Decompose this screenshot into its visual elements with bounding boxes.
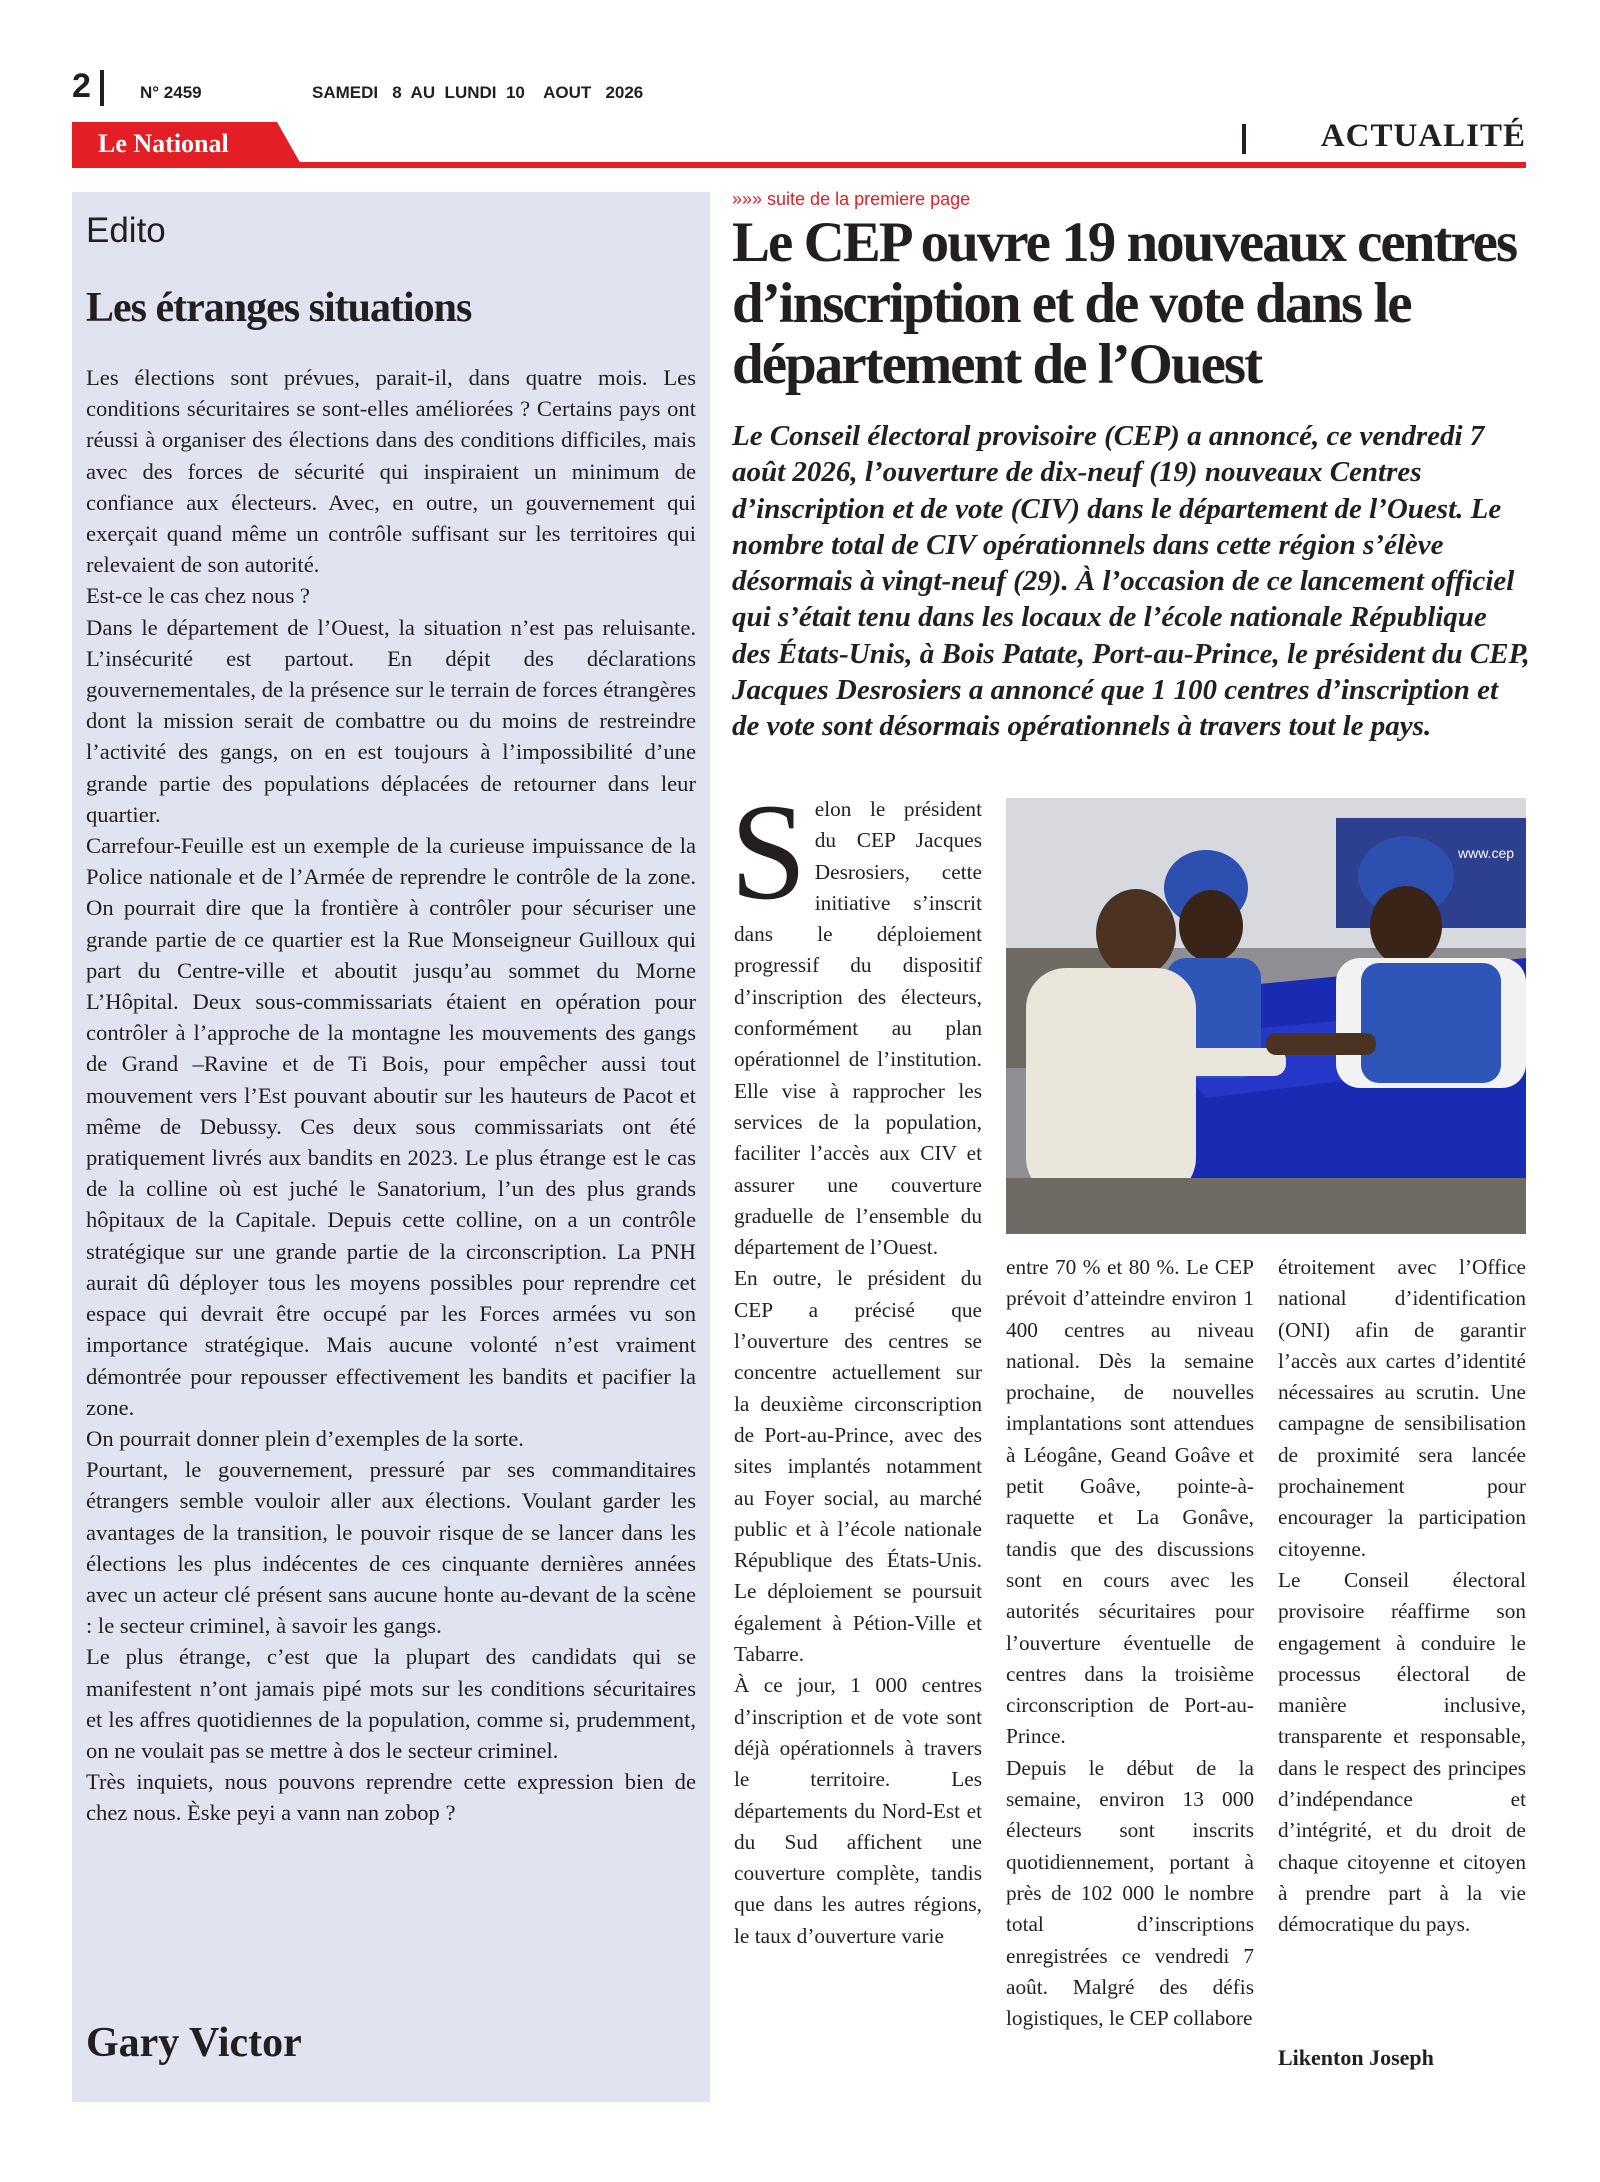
edito-paragraph: Les élections sont prévues, parait-il, dans quatre mois. Les conditions sécuritaires se sont-elles améliorées ? Certains pays ont réussi à organiser des élections dans des conditions difficiles, mais avec des forces de sécurité qui inspiraient un minimum de confiance aux électeurs. Avec, en outre, un gouvernement qui exerçait quand même un contrôle suffisant sur les territoires qui relevaient de son autorité. <box>86 365 696 578</box>
article-photo <box>1006 798 1526 1234</box>
issue-date: SAMEDI 8 AU LUNDI 10 AOUT 2026 <box>312 83 644 102</box>
article-column-3 <box>1278 1252 1526 1941</box>
drop-cap: S <box>730 775 807 928</box>
article-headline: Le CEP ouvre 19 nouveaux centres d’inscription et de vote dans le département de l’Ouest <box>732 211 1517 396</box>
first-paragraph-text: elon le président du CEP Jacques Desrosiers, cette initiative s’inscrit dans le déploiement progressif du dispositif d’inscription des électeurs, conformément au plan opérationnel de l’institution. Elle vise à rapprocher les services de la population, faciliter l’accès aux CIV et assurer une couverture graduelle de l’ensemble du département de l’Ouest. <box>734 797 982 1260</box>
edito-paragraph: Le plus étrange, c’est que la plupart des candidats qui se manifestent n’ont jamais pipé mots sur les conditions sécuritaires et les affres quotidiennes de la population, comme si, prudemment, on ne voulait pas se mettre à dos le secteur criminel. <box>86 1644 696 1763</box>
photo-illustration <box>1006 798 1526 1234</box>
brand-tab <box>72 122 302 166</box>
edito-label: Edito <box>86 211 166 250</box>
header-rule <box>72 162 1526 168</box>
edito-paragraph: Très inquiets, nous pouvons reprendre cette expression bien de chez nous. Èske peyi a vann nan zobop ? <box>86 1769 696 1826</box>
article-column-2 <box>1006 1252 1254 2034</box>
photo-banner-text: www.cep <box>1458 845 1515 861</box>
edito-paragraph: Pourtant, le gouvernement, pressuré par ses commanditaires étrangers semble vouloir aller aux élections. Voulant garder les avantages de la transition, le pouvoir risque de se lancer dans les élections les plus indécentes de ces cinquante dernières années avec un acteur clé présent sans aucune honte au-devant de la scène : le secteur criminel, à savoir les gangs. <box>86 1457 696 1639</box>
section-title: ACTUALITÉ <box>1320 118 1526 154</box>
brand-name: Le National <box>98 129 229 158</box>
article-paragraph: À ce jour, 1 000 centres d’inscription et de vote sont déjà opérationnels à travers le territoire. Les départements du Nord-Est et du Sud affichent une couverture complète, tandis que dans les autres régions, le taux d’ouverture varie <box>734 1673 982 1948</box>
edito-paragraph: Est-ce le cas chez nous ? <box>86 583 310 609</box>
article-paragraph: Depuis le début de la semaine, environ 13 000 électeurs sont inscrits quotidiennement, portant à près de 102 000 le nombre total d’inscriptions enregistrées ce vendredi 7 août. Malgré des défis logistiques, le CEP collabore <box>1006 1755 1254 2031</box>
issue-number: N° 2459 <box>140 83 202 102</box>
article-lead: Le Conseil électoral provisoire (CEP) a annoncé, ce vendredi 7 août 2026, l’ouverture de dix-neuf (19) nouveaux Centres d’inscription et de vote (CIV) dans le département de l’Ouest. Le nombre total de CIV opérationnels dans cette région s’élève désormais à vingt-neuf (29). À l’occasion de ce lancement officiel qui s’était tenu dans les locaux de l’école nationale République des États-Unis, à Bois Patate, Port-au-Prince, le président du CEP, Jacques Desrosiers a annoncé que 1 100 centres d’inscription et de vote sont désormais opérationnels à travers tout le pays. <box>732 420 1530 743</box>
page-number-divider <box>100 70 104 106</box>
edito-paragraph: On pourrait donner plein d’exemples de la sorte. <box>86 1425 524 1451</box>
article-paragraph: entre 70 % et 80 %. Le CEP prévoit d’atteindre environ 1 400 centres au niveau national. Dès la semaine prochaine, de nouvelles implantations sont attendues à Léogâne, Geand Goâve et petit Goâve, pointe-à-raquette et La Gonâve, tandis que des discussions sont en cours avec les autorités sécuritaires pour l’ouverture éventuelle de centres dans la troisième circonscription de Port-au-Prince. <box>1006 1255 1254 1749</box>
article-paragraph <box>730 775 982 1263</box>
article-author: Likenton Joseph <box>1278 2045 1434 2070</box>
article-paragraph: En outre, le président du CEP a précisé que l’ouverture des centres se concentre actuellement sur la deuxième circonscription de Port-au-Prince, avec des sites implantés notamment au Foyer social, au marché public et à l’école nationale République des États-Unis. Le déploiement se poursuit également à Pétion-Ville et Tabarre. <box>734 1266 982 1667</box>
edito-body <box>86 362 696 1829</box>
section-divider <box>1242 124 1246 154</box>
edito-paragraph: Dans le département de l’Ouest, la situation n’est pas reluisante. L’insécurité est partout. En dépit des déclarations gouvernementales, de la présence sur le terrain de forces étrangères dont la mission serait de combattre ou du moins de restreindre l’activité des gangs, on en est toujours à l’impossibilité d’une grande partie des populations déplacées de retourner dans leur quartier. <box>86 614 696 827</box>
edito-paragraph: Carrefour-Feuille est un exemple de la curieuse impuissance de la Police nationale et de l’Armée de reprendre le contrôle de la zone. On pourrait dire que la frontière à contrôler pour sécuriser une grande partie de ce quartier est la Rue Monseigneur Guilloux qui part du Centre-ville et aboutit jusqu’au sommet du Morne L’Hôpital. Deux sous-commissariats étaient en opération pour contrôler à l’approche de la montagne les mouvements des gangs de Grand –Ravine et de Ti Bois, pour empêcher aussi tout mouvement vers l’Est pouvant aboutir sur les hauteurs de Pacot et même de Debussy. Ces deux sous commissariats ont été pratiquement livrés aux bandits en 2023. Le plus étrange est le cas de la colline où est juché le Sanatorium, l’un des plus grands hôpitaux de la Capitale. Depuis cette colline, on a un contrôle stratégique sur une grande partie de la circonscription. La PNH aurait dû déployer tous les moyens possibles pour reprendre cet espace qui devrait être occupé par les Forces armées vu son importance stratégique. Mais aucune volonté n’est vraiment démontrée pour repousser effectivement les bandits et pacifier la zone. <box>86 833 696 1420</box>
continued-marker: »»» suite de la premiere page <box>732 189 971 209</box>
edito-title: Les étranges situations <box>86 285 472 331</box>
article-paragraph: étroitement avec l’Office national d’identification (ONI) afin de garantir l’accès aux cartes d’identité nécessaires au scrutin. Une campagne de sensibilisation de proximité sera lancée prochainement pour encourager la participation citoyenne. <box>1278 1255 1526 1561</box>
article-column-1 <box>730 775 982 1952</box>
edito-author: Gary Victor <box>86 2020 302 2066</box>
page-number: 2 <box>72 67 91 105</box>
article-paragraph: Le Conseil électoral provisoire réaffirme son engagement à conduire le processus électoral de manière inclusive, transparente et responsable, dans le respect des principes d’indépendance et d’intégrité, et du droit de chaque citoyenne et citoyen à prendre part à la vie démocratique du pays. <box>1278 1567 1526 1937</box>
